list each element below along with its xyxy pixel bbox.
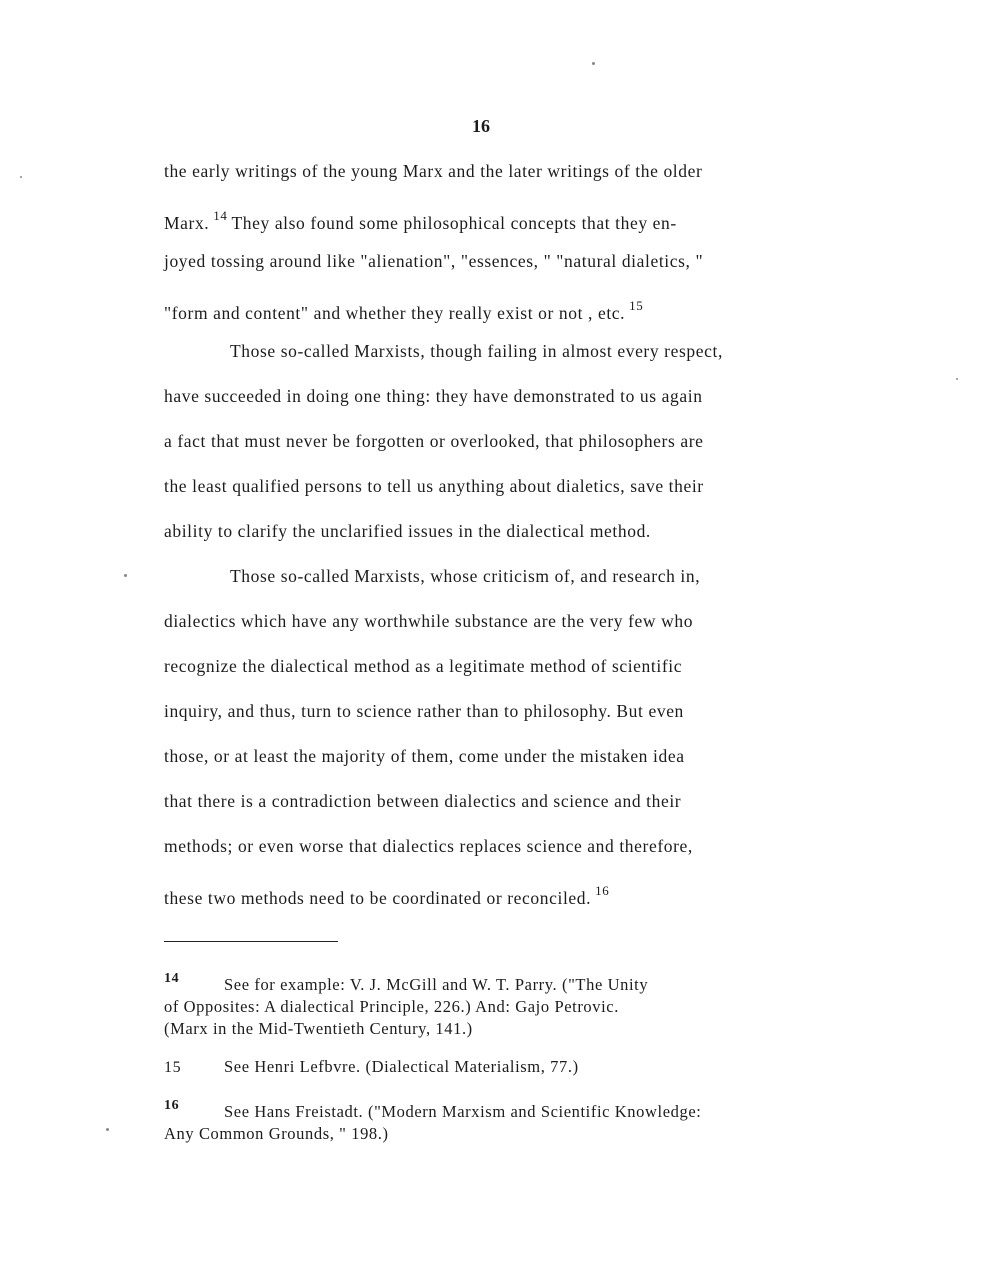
text-line: Those so-called Marxists, though failing in almost every respect,	[230, 341, 723, 361]
paragraph-3	[164, 560, 904, 920]
text-line: dialectics which have any worthwhile substance are the very few who	[164, 611, 694, 631]
text-line: these two methods need to be coordinated or reconciled. $^{16}$	[164, 883, 610, 908]
text-line: the least qualified persons to tell us anything about dialetics, save their	[164, 476, 704, 496]
text-line: Marx. $^{14}$ They also found some philosophical concepts that they en-	[164, 208, 677, 233]
text-line: the early writings of the young Marx and the later writings of the older	[164, 161, 703, 181]
text-line: that there is a contradiction between dialectics and science and their	[164, 791, 682, 811]
footnote-16	[164, 1095, 924, 1145]
footnote-text: Any Common Grounds, " 198.)	[164, 1124, 389, 1143]
text-line: ability to clarify the unclarified issues in the dialectical method.	[164, 521, 651, 541]
scan-speck	[124, 574, 127, 577]
text-line: inquiry, and thus, turn to science rather than to philosophy. But even	[164, 701, 684, 721]
scan-speck	[106, 1128, 109, 1131]
footnote-number: 14	[164, 971, 180, 986]
footnote-text: (Marx in the Mid-Twentieth Century, 141.)	[164, 1019, 473, 1038]
text-line: joyed tossing around like "alienation", "essences, " "natural dialetics, "	[164, 251, 704, 271]
footnote-text: of Opposites: A dialectical Principle, 226.) And: Gajo Petrovic.	[164, 997, 619, 1016]
scan-speck	[956, 378, 958, 380]
text-line: recognize the dialectical method as a legitimate method of scientific	[164, 656, 683, 676]
footnote-text: See for example: V. J. McGill and W. T. Parry. ("The Unity	[224, 975, 649, 994]
footnote-separator	[164, 941, 338, 942]
footnote-number: 16	[164, 1098, 180, 1113]
page-number: 16	[472, 116, 490, 136]
footnotes	[164, 968, 924, 1161]
text-line: have succeeded in doing one thing: they have demonstrated to us again	[164, 386, 703, 406]
text-line: methods; or even worse that dialectics replaces science and therefore,	[164, 836, 693, 856]
text-line: "form and content" and whether they really exist or not , etc. $^{15}$	[164, 298, 644, 323]
footnote-14	[164, 968, 924, 1040]
body-text	[164, 155, 904, 920]
footnote-ref-15: 15	[629, 298, 644, 313]
text-line: those, or at least the majority of them, come under the mistaken idea	[164, 746, 685, 766]
footnote-ref-14: 14	[213, 208, 228, 223]
footnote-text: See Henri Lefbvre. (Dialectical Materialism, 77.)	[224, 1057, 579, 1076]
footnote-text: See Hans Freistadt. ("Modern Marxism and Scientific Knowledge:	[224, 1102, 702, 1121]
footnote-15	[164, 1056, 924, 1079]
footnote-number: 15	[164, 1059, 182, 1076]
text-line: a fact that must never be forgotten or overlooked, that philosophers are	[164, 431, 704, 451]
footnote-ref-16: 16	[595, 883, 610, 898]
scan-speck	[592, 62, 595, 65]
scan-speck	[20, 176, 22, 178]
paragraph-1	[164, 155, 904, 335]
text-line: Those so-called Marxists, whose criticism of, and research in,	[230, 566, 701, 586]
paragraph-2	[164, 335, 904, 560]
